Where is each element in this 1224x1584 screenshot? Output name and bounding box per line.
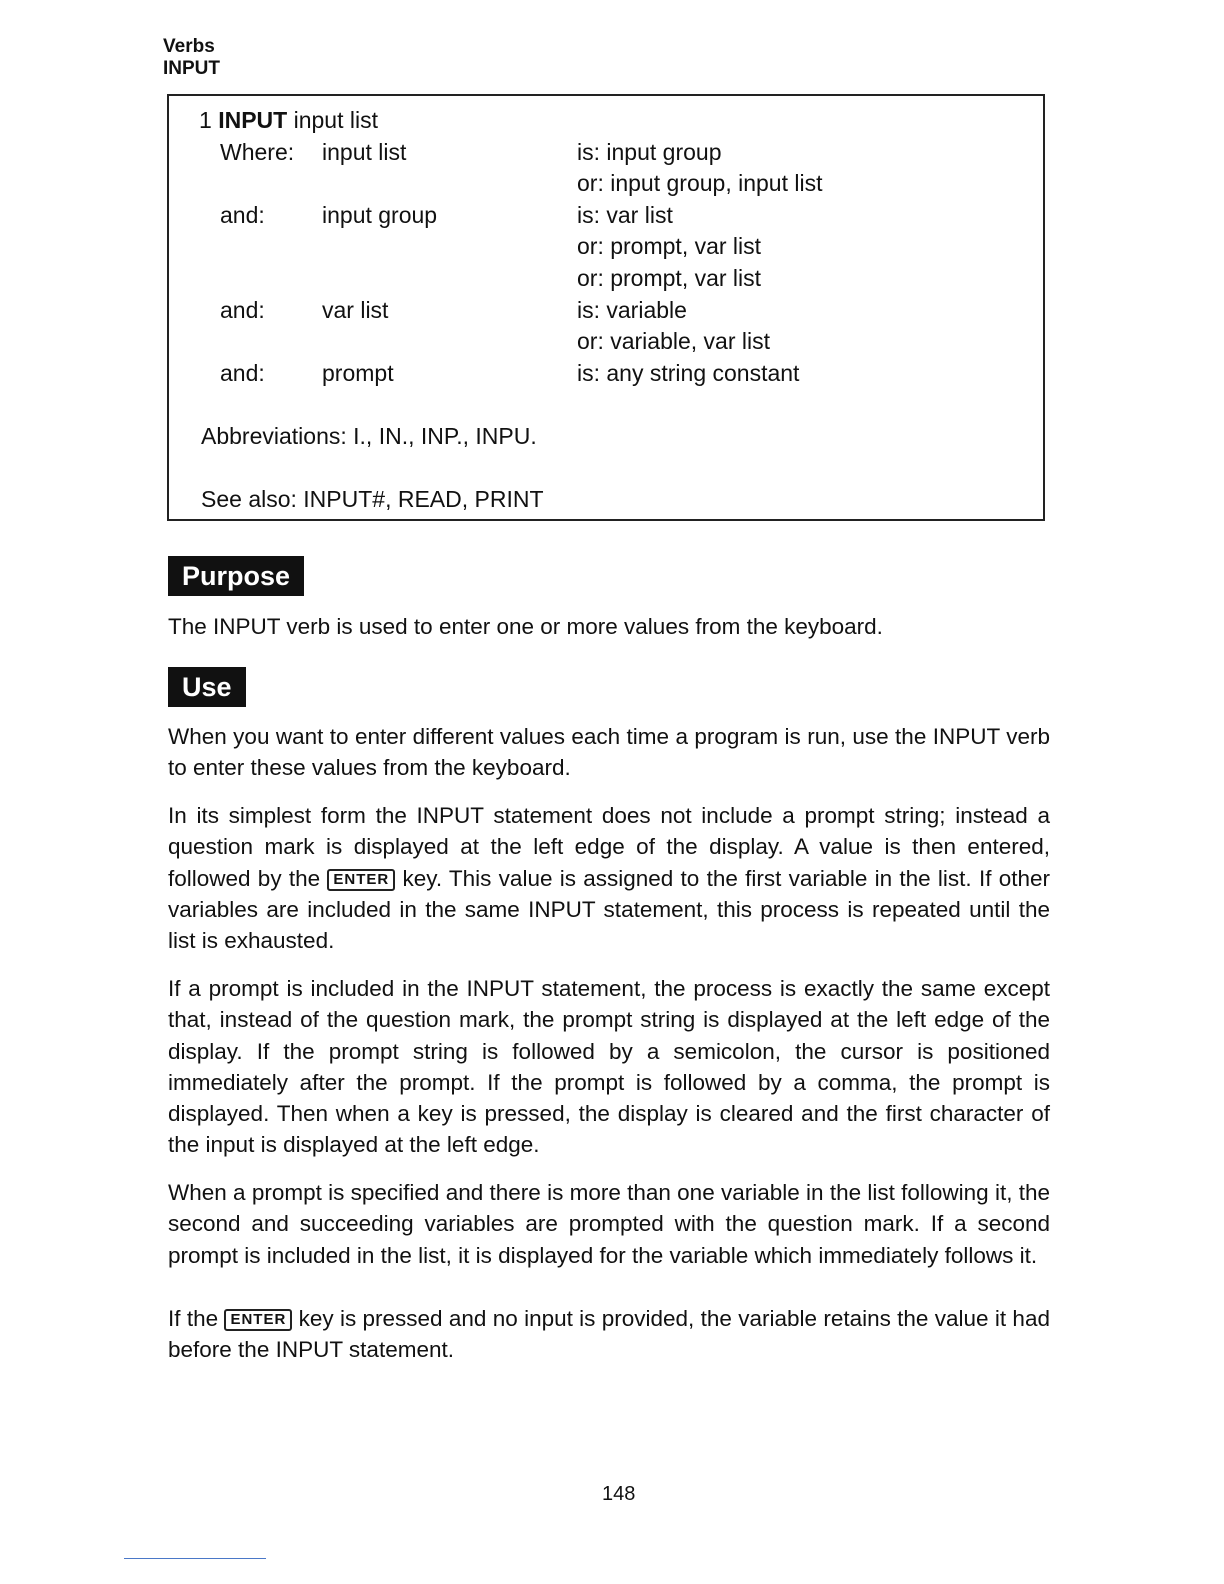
use-paragraph-2	[168, 800, 1050, 956]
enter-key-icon: ENTER	[224, 1309, 292, 1331]
use-paragraph-3: If a prompt is included in the INPUT statement, the process is exactly the same except that, instead of the question mark, the prompt string is displayed at the left edge of the display. If the prompt string is followed by a semicolon, the cursor is positioned immediately after the prompt. If the prompt is followed by a comma, the prompt is displayed. Then when a key is pressed, the display is cleared and the first character of the input is displayed at the left edge.	[168, 976, 1050, 1158]
syntax-argument: input list	[293, 107, 378, 133]
syntax-term: prompt	[322, 360, 394, 386]
enter-key-icon: ENTER	[327, 869, 395, 891]
purpose-text: The INPUT verb is used to enter one or more values from the keyboard.	[168, 614, 883, 639]
header-topic: INPUT	[163, 58, 220, 79]
syntax-number: 1	[199, 107, 212, 133]
paragraph-text: key is pressed and no input is provided, the variable retains the value it had before the INPUT statement.	[168, 1306, 1050, 1363]
syntax-definition: or: prompt, var list	[577, 265, 762, 291]
use-paragraph-5	[168, 1303, 1050, 1366]
header-section: Verbs	[163, 36, 215, 57]
page-header	[163, 36, 220, 80]
syntax-keyword: INPUT	[218, 107, 288, 133]
syntax-definition: is: var list	[577, 202, 673, 228]
paragraph-text: key. This value is assigned to the first variable in the list. If other variables are included in the same INPUT statement, this process is repeated until the list is exhausted.	[168, 865, 1050, 954]
syntax-term: input list	[322, 139, 407, 165]
syntax-definition: is: any string constant	[577, 360, 800, 386]
syntax-definition: or: variable, var list	[577, 328, 771, 354]
syntax-term: input group	[322, 202, 438, 228]
syntax-definition: is: variable	[577, 297, 687, 323]
syntax-term: var list	[322, 297, 389, 323]
syntax-definition: is: input group	[577, 139, 722, 165]
purpose-heading: Purpose	[168, 556, 304, 596]
use-paragraph-4: When a prompt is specified and there is more than one variable in the list following it, the second and succeeding variables are prompted with the question mark. If a second prompt is included in the list, it is displayed for the variable which immediately follows it.	[168, 1180, 1050, 1268]
use-heading: Use	[168, 667, 246, 707]
paragraph-text: If the	[168, 1306, 219, 1331]
syntax-see-also: See also: INPUT#, READ, PRINT	[201, 486, 544, 512]
syntax-label: and:	[220, 202, 265, 228]
page-number: 148	[602, 1483, 636, 1505]
use-paragraph-1: When you want to enter different values each time a program is run, use the INPUT verb to enter these values from the keyboard.	[168, 724, 1050, 781]
syntax-label: and:	[220, 297, 265, 323]
syntax-label: Where:	[220, 139, 295, 165]
footer-rule	[124, 1558, 266, 1559]
syntax-definition: or: prompt, var list	[577, 233, 762, 259]
syntax-title	[199, 106, 378, 134]
syntax-definition: or: input group, input list	[577, 170, 823, 196]
paragraph-text: In its simplest form the INPUT statement does not include a prompt string; instead a question mark is displayed at the left edge of the display. A value is then entered, followed by the	[168, 803, 1050, 891]
syntax-label: and:	[220, 360, 265, 386]
syntax-box	[167, 94, 1045, 521]
syntax-abbreviations: Abbreviations: I., IN., INP., INPU.	[201, 423, 537, 449]
